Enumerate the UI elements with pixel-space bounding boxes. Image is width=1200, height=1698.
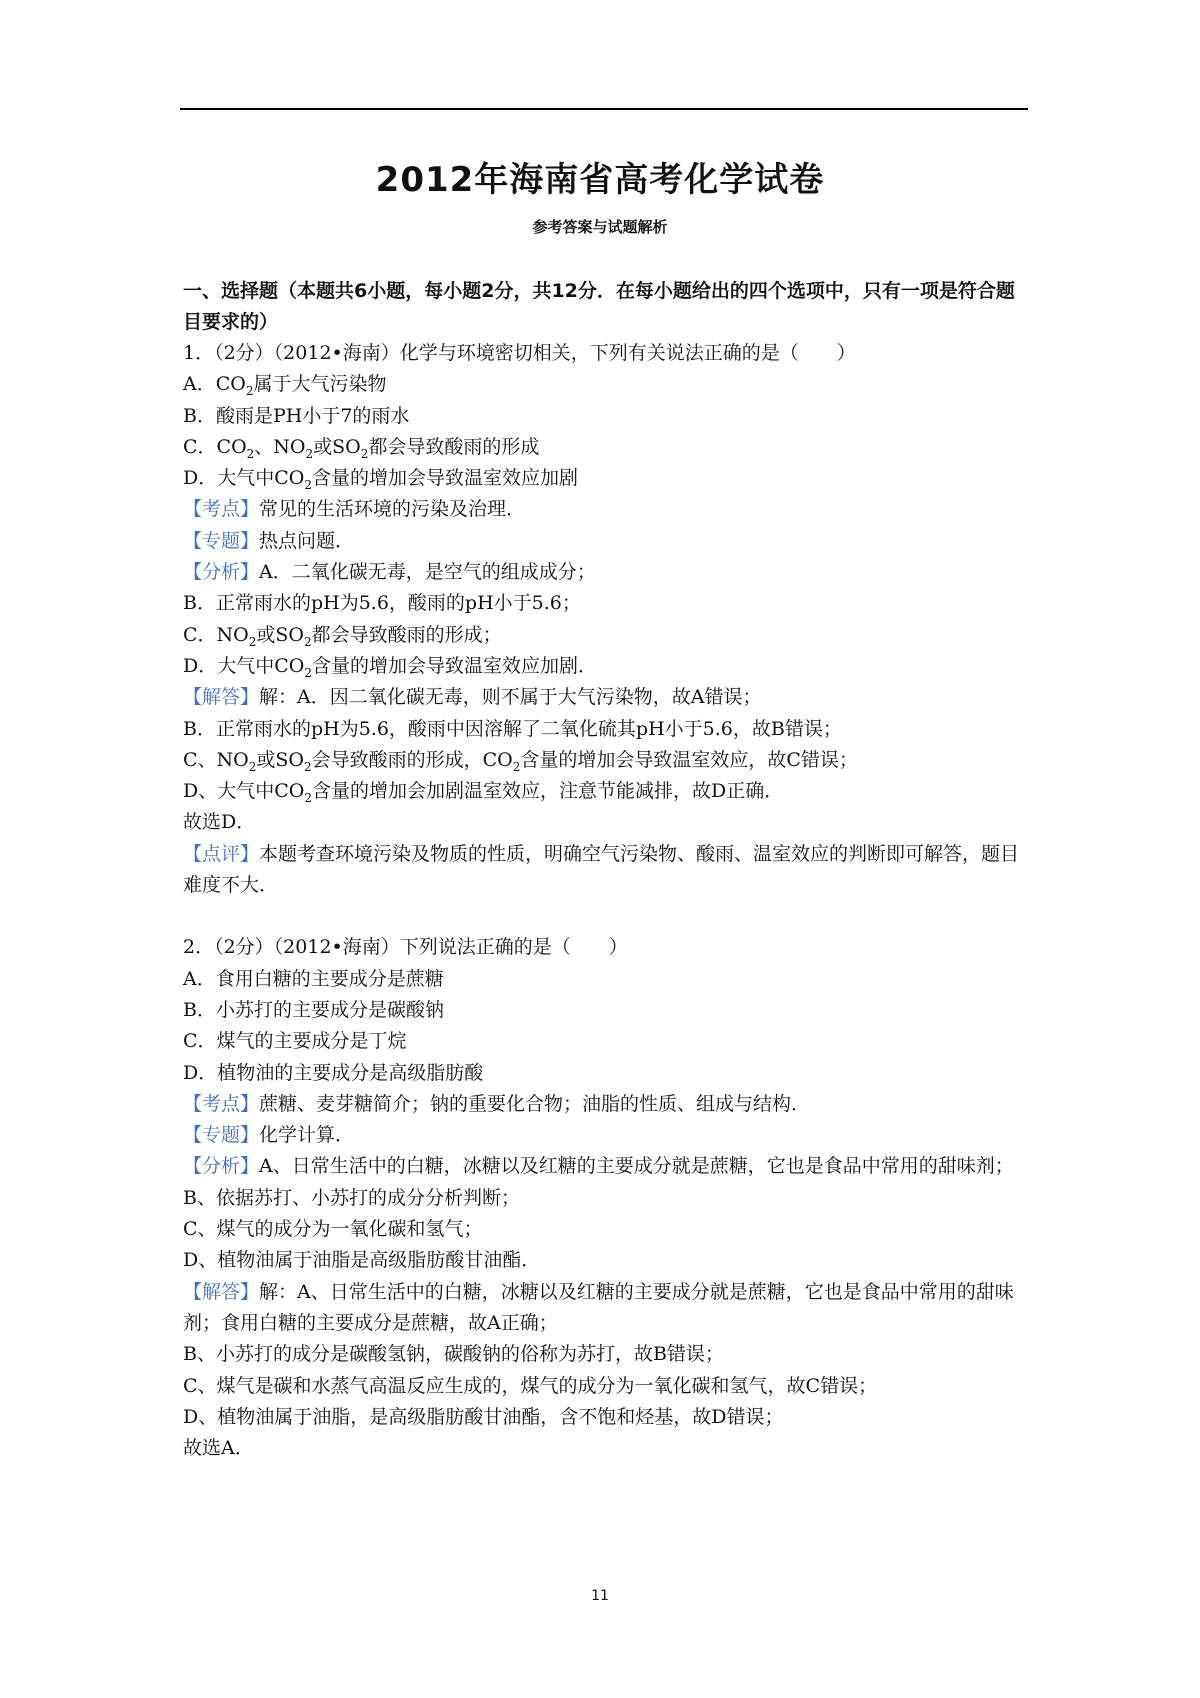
q2-jieda-c: C、煤气是碳和水蒸气高温反应生成的，煤气的成分为一氧化碳和氢气，故C错误；: [183, 1374, 878, 1397]
q2-zhuanti: 【专题】化学计算．: [183, 1124, 355, 1147]
q1-fenxi-b: B．正常雨水的pH为5.6，酸雨的pH小于5.6；: [183, 592, 581, 615]
q1-jieda-b: B．正常雨水的pH为5.6，酸雨中因溶解了二氧化硫其pH小于5.6，故B错误；: [183, 717, 842, 740]
page-title: 2012年海南省高考化学试卷: [375, 160, 825, 200]
q2-fenxi-b: B、依据苏打、小苏打的成分分析判断；: [183, 1186, 520, 1209]
page-number: 11: [591, 1588, 609, 1604]
kaodian-tag: 【考点】: [183, 1092, 260, 1115]
q2-option-a: A．食用白糖的主要成分是蔗糖: [183, 967, 444, 990]
kaodian-tag: 【考点】: [183, 498, 260, 521]
section-heading: 一、选择题（本题共6小题，每小题2分，共12分．在每小题给出的四个选项中，只有一项是符合题目要求的）: [183, 280, 1015, 333]
q1-option-d: D．大气中$CO_2$含量的增加会导致温室效应加剧: [183, 467, 579, 492]
q1-conclusion: 故选D．: [183, 811, 256, 834]
dianping-tag: 【点评】: [183, 842, 260, 865]
q1-fenxi-d: D．大气中$CO_2$含量的增加会导致温室效应加剧．: [183, 654, 598, 680]
q2-jieda-b: B、小苏打的成分是碳酸氢钠，碳酸钠的俗称为苏打，故B错误；: [183, 1343, 724, 1366]
q2-jieda: 【解答】解：A、日常生活中的白糖，冰糖以及红糖的主要成分就是蔗糖，它也是食品中常用的甜味剂；食用白糖的主要成分是蔗糖，故A正确；: [183, 1280, 1014, 1334]
q1-option-b: B．酸雨是PH小于7的雨水: [183, 404, 410, 427]
zhuanti-tag: 【专题】: [183, 1124, 260, 1147]
q2-option-d: D．植物油的主要成分是高级脂肪酸: [183, 1061, 484, 1084]
q2-fenxi: 【分析】A、日常生活中的白糖，冰糖以及红糖的主要成分就是蔗糖，它也是食品中常用的甜味剂；: [183, 1155, 1014, 1178]
question-content: [183, 338, 1031, 1464]
q1-option-a: A．$CO_2$属于大气污染物: [183, 373, 387, 399]
q2-option-b: B．小苏打的主要成分是碳酸钠: [183, 998, 444, 1021]
page-subtitle: 参考答案与试题解析: [532, 218, 668, 236]
zhuanti-tag: 【专题】: [183, 529, 260, 552]
q1-jieda-c: C、$NO_2$或$SO_2$会导致酸雨的形成，$CO_2$含量的增加会导致温室效应，故C错误；: [183, 748, 858, 774]
q2-fenxi-c: C、煤气的成分为一氧化碳和氢气；: [183, 1218, 483, 1241]
fenxi-tag: 【分析】: [183, 561, 260, 584]
q1-jieda-d: D、大气中$CO_2$含量的增加会加剧温室效应，注意节能减排，故D正确．: [183, 780, 784, 805]
fenxi-tag: 【分析】: [183, 1155, 260, 1178]
q1-fenxi-c: C．$NO_2$或$SO_2$都会导致酸雨的形成；: [183, 623, 502, 649]
q2-conclusion: 故选A．: [183, 1437, 254, 1460]
q2-kaodian: 【考点】蔗糖、麦芽糖简介；钠的重要化合物；油脂的性质、组成与结构．: [183, 1092, 811, 1115]
q1-stem: 1．（2分）（2012•海南）化学与环境密切相关，下列有关说法正确的是（ ）: [183, 342, 856, 364]
jieda-tag: 【解答】: [183, 686, 260, 709]
q1-option-c: C．$CO_2$、$NO_2$或$SO_2$都会导致酸雨的形成: [183, 435, 540, 461]
q1-jieda: 【解答】解：A．因二氧化碳无毒，则不属于大气污染物，故A错误；: [183, 686, 762, 709]
q1-zhuanti: 【专题】热点问题．: [183, 529, 355, 552]
jieda-tag: 【解答】: [183, 1280, 260, 1303]
header-rule: [180, 108, 1028, 110]
q2-option-c: C．煤气的主要成分是丁烷: [183, 1030, 407, 1053]
q1-dianping: 【点评】本题考查环境污染及物质的性质，明确空气污染物、酸雨、温室效应的判断即可解答，题目难度不大．: [183, 842, 1020, 897]
q1-fenxi: 【分析】A．二氧化碳无毒，是空气的组成成分；: [183, 561, 596, 584]
q2-fenxi-d: D、植物油属于油脂是高级脂肪酸甘油酯．: [183, 1249, 541, 1272]
q2-stem: 2．（2分）（2012•海南）下列说法正确的是（ ）: [183, 936, 628, 959]
q2-jieda-d: D、植物油属于油脂，是高级脂肪酸甘油酯，含不饱和烃基，故D错误；: [183, 1405, 784, 1428]
q1-kaodian: 【考点】常见的生活环境的污染及治理．: [183, 498, 526, 521]
